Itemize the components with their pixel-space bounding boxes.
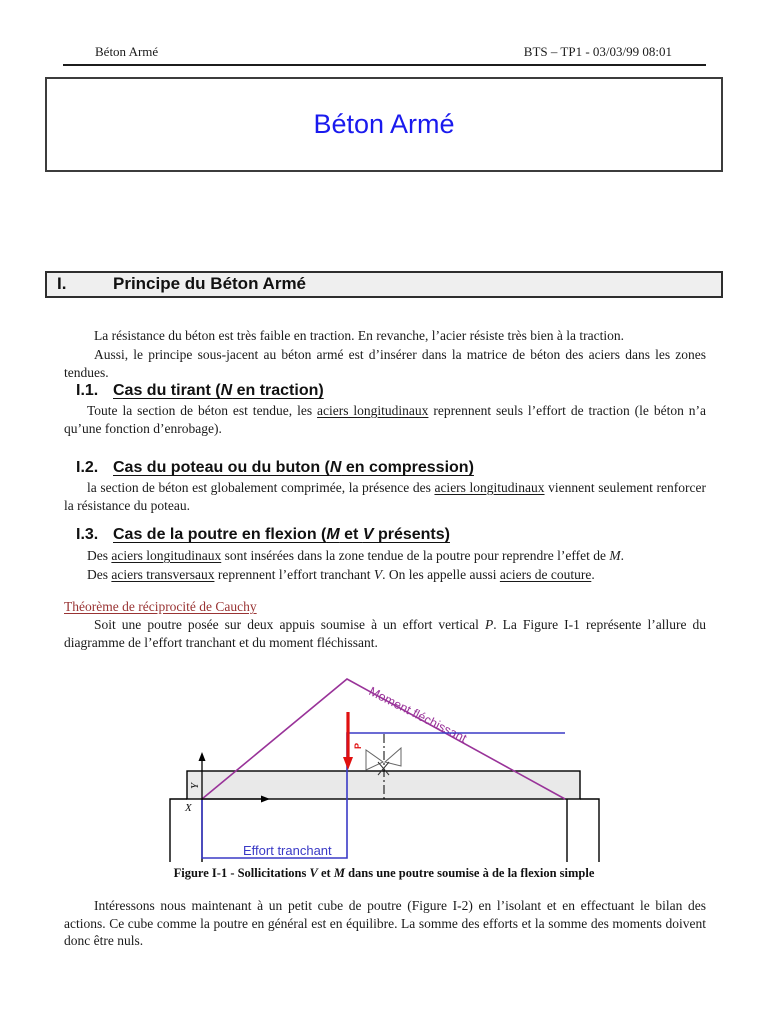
figure-caption: Figure I-1 - Sollicitations V et M dans une poutre soumise à de la flexion simple bbox=[173, 866, 595, 880]
title-box bbox=[45, 77, 723, 172]
subsection-body-1: Toute la section de béton est tendue, les aciers longitudinaux reprennent seuls l’effort de traction (le béton n’a qu’une fonction d’enrobage). bbox=[64, 403, 706, 436]
subsection-heading-3 bbox=[76, 526, 450, 544]
subsection-heading-1 bbox=[76, 382, 324, 400]
subsection-title-1: Cas du tirant (N en traction) bbox=[113, 382, 324, 399]
subsection-title-2: Cas du poteau ou du buton (N en compression) bbox=[113, 459, 474, 476]
subsection-body-2: la section de béton est globalement comprimée, la présence des aciers longitudinaux viennent seulement renforcer la résistance du poteau. bbox=[64, 480, 706, 513]
section-title: Principe du Béton Armé bbox=[113, 274, 307, 293]
header-doc-name: Béton Armé bbox=[95, 44, 159, 59]
moment-label: Moment fléchissant bbox=[366, 684, 469, 746]
y-axis-label: Y bbox=[189, 782, 201, 789]
section-heading-box bbox=[45, 271, 723, 298]
intro-paragraph-2: Aussi, le principe sous-jacent au béton armé est d’insérer dans la matrice de béton des aciers dans les zones tendues. bbox=[64, 347, 706, 380]
load-label: P bbox=[353, 742, 363, 749]
closing-paragraph: Intéressons nous maintenant à un petit cube de poutre (Figure I-2) en l’isolant et en effectuant le bilan des actions. Ce cube comme la poutre en général est en équilibre. La somme des efforts et la somme des moments doivent donc être nuls. bbox=[64, 898, 706, 948]
intro-paragraph-1: La résistance du béton est très faible en traction. En revanche, l’acier résiste très bien à la traction. bbox=[94, 328, 625, 343]
subsection-number-3: I.3. bbox=[76, 526, 99, 543]
section-number: I. bbox=[57, 274, 67, 293]
cauchy-paragraph: Soit une poutre posée sur deux appuis soumise à un effort vertical P. La Figure I-1 représente l’allure du diagramme de l’effort tranchant et du moment fléchissant. bbox=[64, 617, 706, 650]
subsection-heading-2 bbox=[76, 459, 474, 477]
subsection-title-3: Cas de la poutre en flexion (M et V présents) bbox=[113, 526, 450, 543]
cut-symbol-left-wing bbox=[366, 750, 383, 770]
y-axis-arrowhead bbox=[199, 752, 206, 761]
right-support bbox=[567, 799, 599, 862]
figure-beam-diagram bbox=[0, 655, 768, 895]
subsection-number-2: I.2. bbox=[76, 459, 99, 476]
subsection-number-1: I.1. bbox=[76, 382, 99, 399]
document-title: Béton Armé bbox=[313, 109, 455, 139]
cauchy-heading: Théorème de réciprocité de Cauchy bbox=[64, 599, 257, 614]
subsection-3-paragraph-2: Des aciers transversaux reprennent l’effort tranchant V. On les appelle aussi aciers de couture. bbox=[87, 567, 595, 582]
x-axis-label: X bbox=[185, 802, 192, 814]
shear-label: Effort tranchant bbox=[243, 843, 332, 858]
header-info: BTS – TP1 - 03/03/99 08:01 bbox=[523, 44, 672, 59]
subsection-3-paragraph-1: Des aciers longitudinaux sont insérées dans la zone tendue de la poutre pour reprendre l’effet de M. bbox=[87, 548, 624, 563]
load-arrowhead bbox=[343, 757, 353, 770]
header-rule bbox=[63, 64, 706, 66]
